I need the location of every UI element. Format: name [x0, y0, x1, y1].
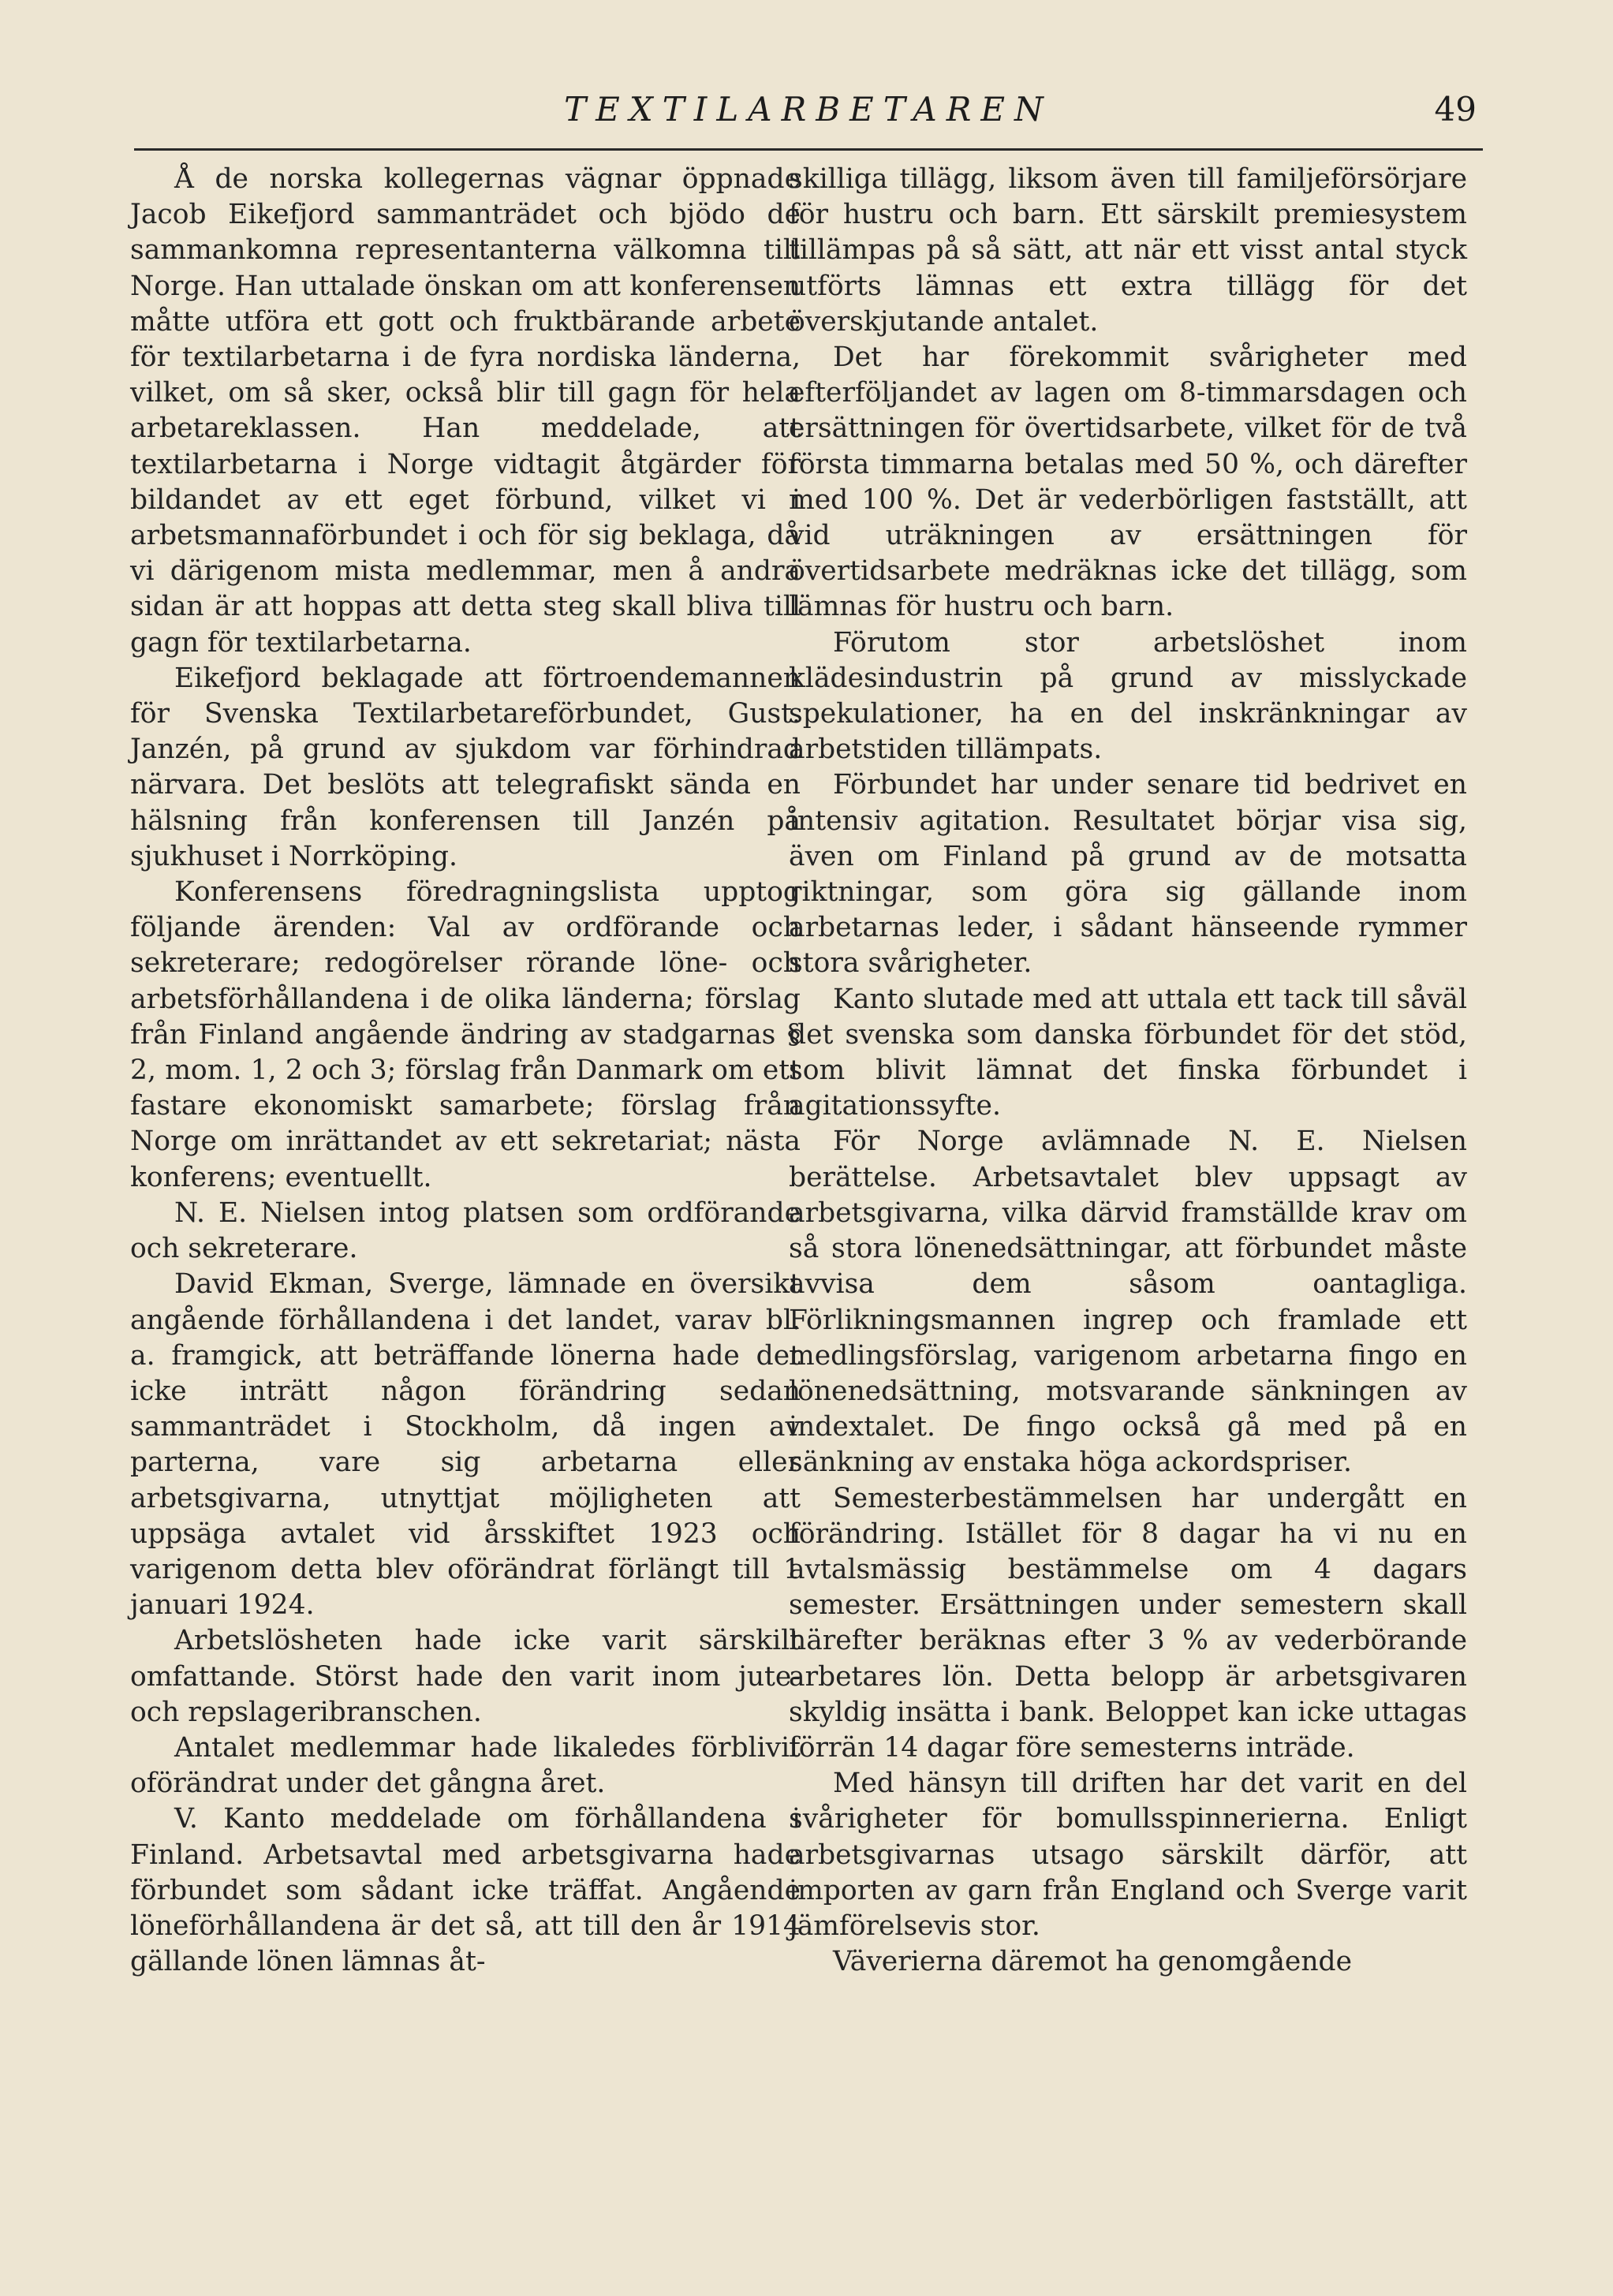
paragraph: Med hänsyn till driften har det varit en del svårigheter för bomullsspinnerierna. Enligt arbetsgivarnas utsago särskilt därför, att importen av garn från England och Sverge varit jämförelsevis stor. — [789, 1768, 1467, 1942]
paragraph: Förbundet har under senare tid bedrivet en intensiv agitation. Resultatet börjar visa sig, även om Finland på grund av de motsatta riktningar, som göra sig gällande inom arbetarnas leder, i sådant hänseende rymmer stora svårigheter. — [789, 769, 1467, 980]
paragraph-continued: skilliga tillägg, liksom även till familjeförsörjare för hustru och barn. Ett särskilt premiesystem tillämpas på så sätt, att när ett visst antal styck utförts lämnas ett extra tillägg för det överskjutande antalet. — [789, 163, 1467, 338]
paragraph: Väverierna däremot ha genomgående — [833, 1946, 1353, 1978]
text-column-right — [789, 162, 1467, 1980]
paragraph: Å de norska kollegernas vägnar öppnade Jacob Eikefjord sammanträdet och bjödo de sammankomna representanterna välkomna till Norge. Han uttalade önskan om att konferensen måtte utföra ett gott och fruktbärande arbete för textilarbetarna i de fyra nordiska länderna, vilket, om så sker, också blir till gagn för hela arbetareklassen. Han meddelade, att textilarbetarna i Norge vidtagit åtgärder för bildandet av ett eget förbund, vilket vi i arbetsmannaförbundet i och för sig beklaga, då vi därigenom mista medlemmar, men å andra sidan är att hoppas att detta steg skall bliva till gagn för textilarbetarna. — [130, 163, 801, 659]
paragraph: Konferensens föredragningslista upptog följande ärenden: Val av ordförande och sekreterare; redogörelser rörande löne- och arbetsförhållandena i de olika länderna; förslag från Finland angående ändring av stadgarnas § 2, mom. 1, 2 och 3; förslag från Danmark om ett fastare ekonomiskt samarbete; förslag från Norge om inrättandet av ett sekretariat; nästa konferens; eventuellt. — [130, 876, 801, 1193]
page-number: 49 — [1434, 90, 1477, 129]
paragraph: Det har förekommit svårigheter med efterföljandet av lagen om 8-timmarsdagen och ersättningen för övertidsarbete, vilket för de två första timmarna betalas med 50 %, och därefter med 100 %. Det är vederbörligen fastställt, att vid uträkningen av ersättningen för övertidsarbete medräknas icke det tillägg, som lämnas för hustru och barn. — [789, 342, 1467, 623]
paragraph: David Ekman, Sverge, lämnade en översikt angående förhållandena i det landet, varav bl. a. framgick, att beträffande lönerna hade det icke inträtt någon förändring sedan sammanträdet i Stockholm, då ingen av parterna, vare sig arbetarna eller arbetsgivarna, utnyttjat möjligheten att uppsäga avtalet vid årsskiftet 1923 och varigenom detta blev oförändrat förlängt till 1 januari 1924. — [130, 1268, 801, 1622]
paragraph: Semesterbestämmelsen har undergått en förändring. Istället för 8 dagar ha vi nu en avtalsmässig bestämmelse om 4 dagars semester. Ersättningen under semestern skall härefter beräknas efter 3 % av vederbörande arbetares lön. Detta belopp är arbetsgivaren skyldig insätta i bank. Beloppet kan icke uttagas förrän 14 dagar före semesterns inträde. — [789, 1482, 1467, 1764]
paragraph: Förutom stor arbetslöshet inom klädesindustrin på grund av misslyckade spekulationer, ha en del inskränkningar av arbetstiden tillämpats. — [789, 626, 1467, 766]
paragraph: Antalet medlemmar hade likaledes förblivit oförändrat under det gångna året. — [130, 1731, 801, 1800]
text-column-left — [130, 162, 801, 1980]
paragraph: Arbetslösheten hade icke varit särskilt omfattande. Störst hade den varit inom jute- och repslageribranschen. — [130, 1625, 801, 1728]
paragraph: N. E. Nielsen intog platsen som ordförande och sekreterare. — [130, 1197, 801, 1265]
paragraph: Kanto slutade med att uttala ett tack till såväl det svenska som danska förbundet för det stöd, som blivit lämnat det finska förbundet i agitationssyfte. — [789, 983, 1467, 1122]
paragraph: Eikefjord beklagade att förtroendemannen för Svenska Textilarbetareförbundet, Gust. Janzén, på grund av sjukdom var förhindrad närvara. Det beslöts att telegrafiskt sända en hälsning från konferensen till Janzén på sjukhuset i Norrköping. — [130, 662, 801, 872]
paragraph: För Norge avlämnade N. E. Nielsen berättelse. Arbetsavtalet blev uppsagt av arbetsgivarna, vilka därvid framställde krav om så stora lönenedsättningar, att förbundet måste avvisa dem såsom oantagliga. Förlikningsmannen ingrep och framlade ett medlingsförslag, varigenom arbetarna fingo en lönenedsättning, motsvarande sänkningen av indextalet. De fingo också gå med på en sänkning av enstaka höga ackordspriser. — [789, 1126, 1467, 1479]
running-title: TEXTILARBETAREN — [564, 90, 1053, 129]
running-header — [134, 85, 1483, 151]
paragraph: V. Kanto meddelade om förhållandena i Finland. Arbetsavtal med arbetsgivarna hade förbundet som sådant icke träffat. Angående löneförhållandena är det så, att till den år 1914 gällande lönen lämnas åt- — [130, 1803, 801, 1978]
